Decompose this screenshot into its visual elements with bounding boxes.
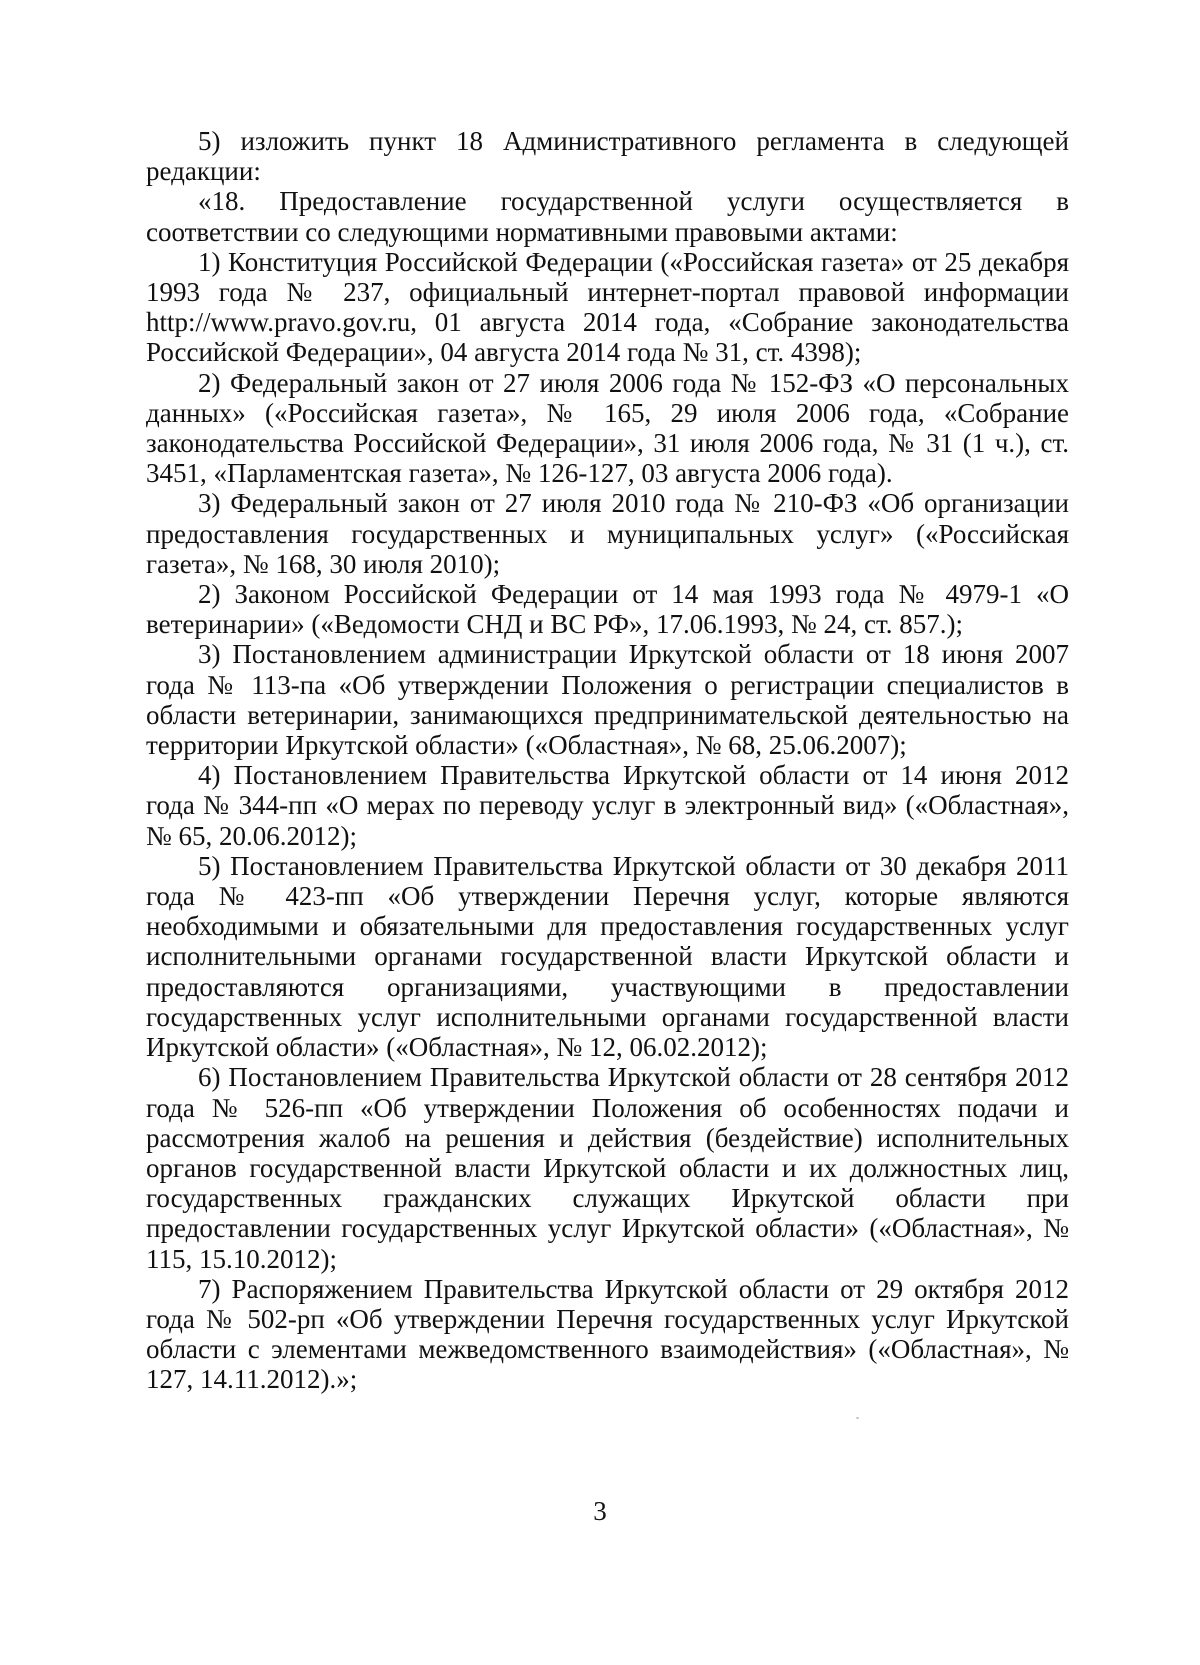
paragraph-order-502-rp: 7) Распоряжением Правительства Иркутской области от 29 октября 2012 года № 502-рп «Об утверждении Перечня государственных услуг Иркутской области с элементами межведомственного взаимодействия» («Областная», № 127, 14.11.2012).»; [146, 1273, 1069, 1395]
paragraph-resolution-423-pp: 5) Постановлением Правительства Иркутской области от 30 декабря 2011 года № 423-пп «Об утверждении Перечня услуг, которые являются необходимыми и обязательными для предоставления государственных услуг исполнительными органами государственной власти Иркутской области и предоставляются организациями, участвующими в предоставлении государственных услуг исполнительными органами государственной власти Иркутской области» («Областная», № 12, 06.02.2012); [146, 850, 1069, 1063]
paragraph-clause-18-intro: «18. Предоставление государственной услуги осуществляется в соответствии со следующими нормативными правовыми актами: [146, 186, 1069, 247]
paragraph-constitution: 1) Конституция Российской Федерации («Российская газета» от 25 декабря 1993 года № 237, официальный интернет-портал правовой информации http://www.pravo.gov.ru, 01 августа 2014 года, «Собрание законодательства Российской Федерации», 04 августа 2014 года № 31, ст. 4398); [146, 246, 1069, 368]
page-number: 3 [593, 1496, 607, 1526]
paragraph-law-152-fz: 2) Федеральный закон от 27 июля 2006 года № 152-ФЗ «О персональных данных» («Российская газета», № 165, 29 июля 2006 года, «Собрание законодательства Российской Федерации», 31 июля 2006 года, № 31 (1 ч.), ст. 3451, «Парламентская газета», № 126-127, 03 августа 2006 года). [146, 367, 1069, 489]
paragraph-law-210-fz: 3) Федеральный закон от 27 июля 2010 года № 210-ФЗ «Об организации предоставления государственных и муниципальных услуг» («Российская газета», № 168, 30 июля 2010); [146, 488, 1069, 579]
paragraph-law-veterinary: 2) Законом Российской Федерации от 14 мая 1993 года № 4979-1 «О ветеринарии» («Ведомости СНД и ВС РФ», 17.06.1993, № 24, ст. 857.); [146, 579, 1069, 640]
paragraph-resolution-344-pp: 4) Постановлением Правительства Иркутской области от 14 июня 2012 года № 344-пп «О мерах по переводу услуг в электронный вид» («Областная», № 65, 20.06.2012); [146, 760, 1069, 851]
paragraph-item-5-amendment: 5) изложить пункт 18 Административного регламента в следующей редакции: [146, 126, 1069, 187]
scan-speck-mark [856, 1417, 859, 1419]
paragraph-resolution-113-pa: 3) Постановлением администрации Иркутской области от 18 июня 2007 года № 113-па «Об утверждении Положения о регистрации специалистов в области ветеринарии, занимающихся предпринимательской деятельностью на территории Иркутской области» («Областная», № 68, 25.06.2007); [146, 639, 1069, 761]
document-body [146, 126, 1069, 1395]
paragraph-resolution-526-pp: 6) Постановлением Правительства Иркутской области от 28 сентября 2012 года № 526-пп «Об утверждении Положения об особенностях подачи и рассмотрения жалоб на решения и действия (бездействие) исполнительных органов государственной власти Иркутской области и их должностных лиц, государственных гражданских служащих Иркутской области при предоставлении государственных услуг Иркутской области» («Областная», № 115, 15.10.2012); [146, 1062, 1069, 1274]
